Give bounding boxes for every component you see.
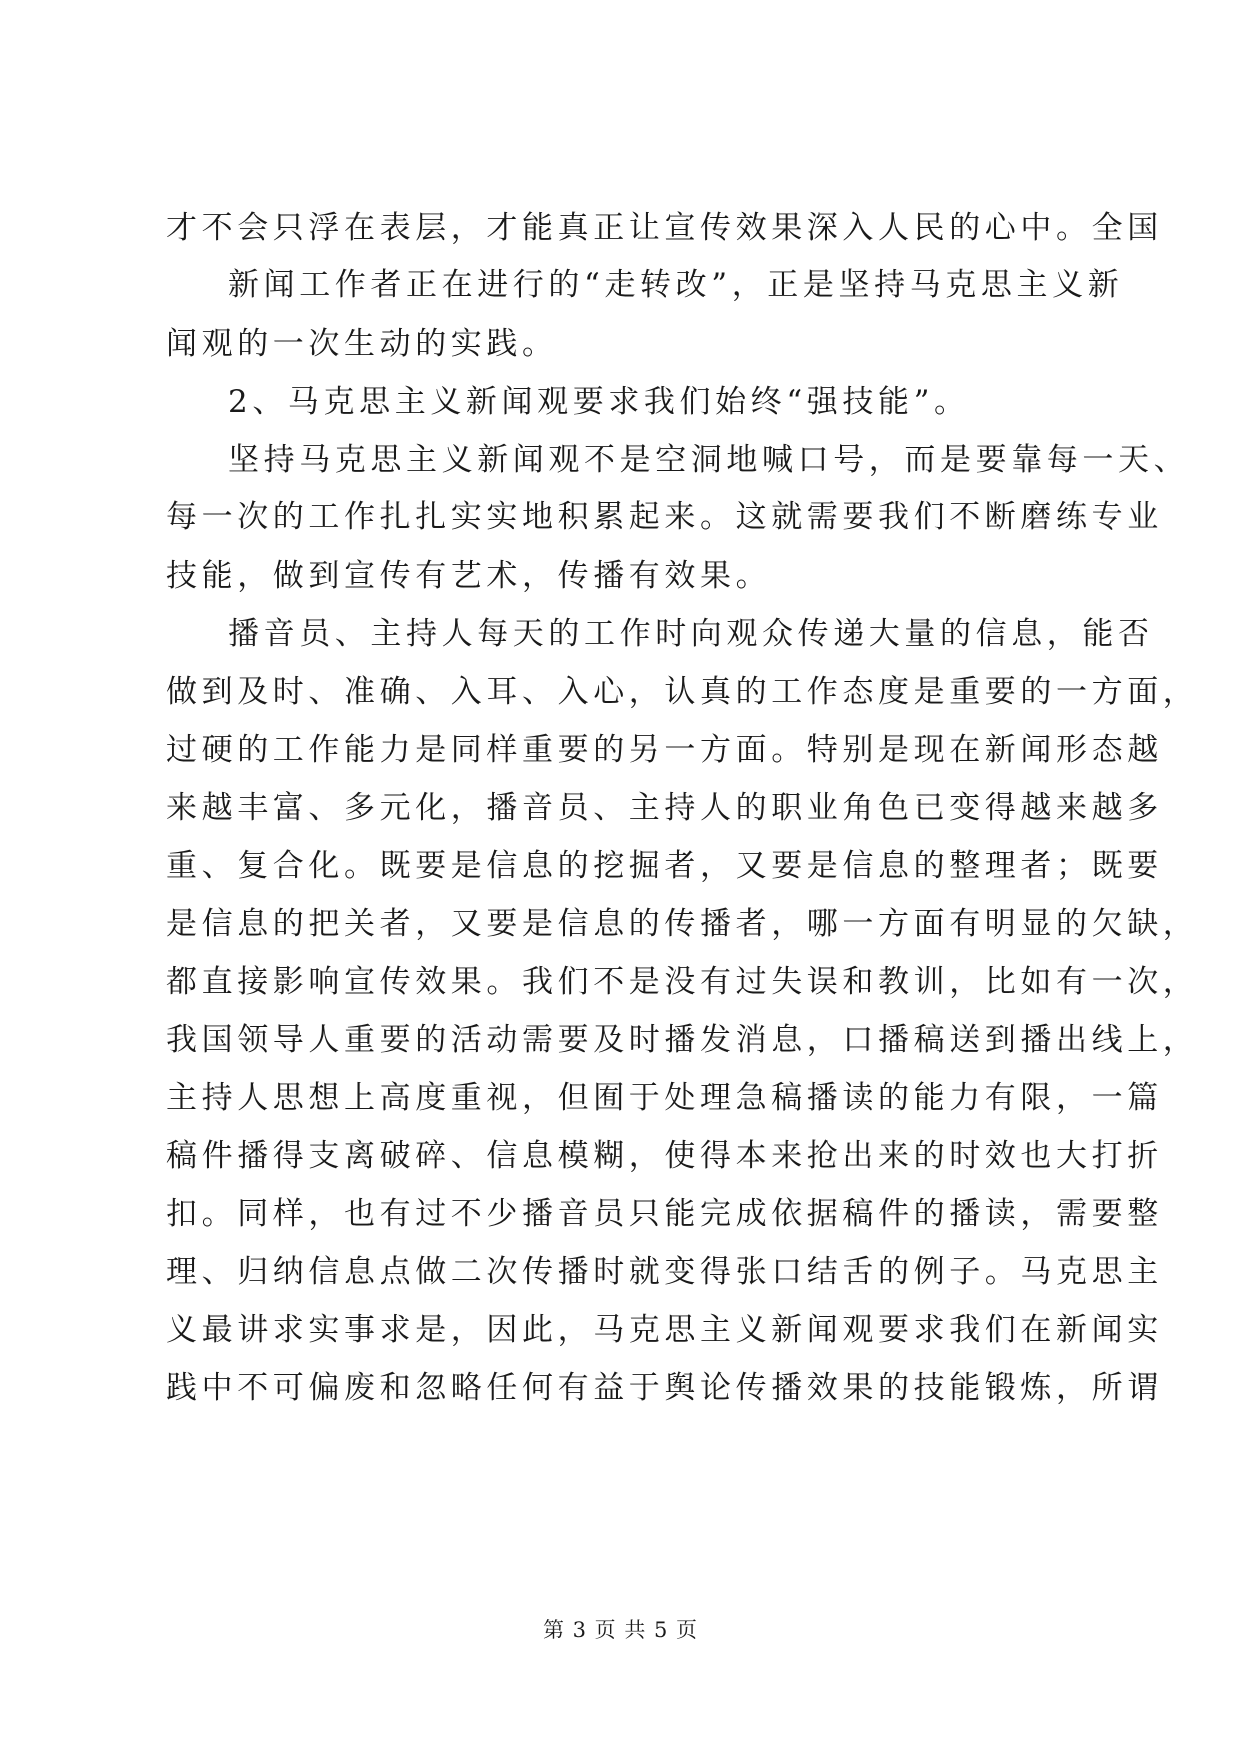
paragraph-start-line: 播音员、主持人每天的工作时向观众传递大量的信息，能否	[228, 616, 1154, 652]
text-line: 主持人思想上高度重视，但囿于处理急稿播读的能力有限，一篇	[166, 1080, 1163, 1116]
section-heading: 2、马克思主义新闻观要求我们始终“强技能”。	[228, 384, 970, 420]
text-line: 技能，做到宣传有艺术，传播有效果。	[166, 558, 772, 594]
text-line: 来越丰富、多元化，播音员、主持人的职业角色已变得越来越多	[166, 790, 1163, 826]
text-line: 践中不可偏废和忽略任何有益于舆论传播效果的技能锻炼，所谓	[166, 1370, 1163, 1406]
text-line: 理、归纳信息点做二次传播时就变得张口结舌的例子。马克思主	[166, 1254, 1163, 1290]
page-number-footer: 第 3 页 共 5 页	[542, 1618, 699, 1642]
text-line: 我国领导人重要的活动需要及时播发消息，口播稿送到播出线上，	[166, 1022, 1199, 1058]
text-line: 过硬的工作能力是同样重要的另一方面。特别是现在新闻形态越	[166, 732, 1163, 768]
text-line: 都直接影响宣传效果。我们不是没有过失误和教训，比如有一次，	[166, 964, 1199, 1000]
text-line: 做到及时、准确、入耳、入心，认真的工作态度是重要的一方面，	[166, 674, 1199, 710]
text-line: 义最讲求实事求是，因此，马克思主义新闻观要求我们在新闻实	[166, 1312, 1163, 1348]
text-line: 闻观的一次生动的实践。	[166, 326, 558, 362]
text-line: 才不会只浮在表层，才能真正让宣传效果深入人民的心中。全国	[166, 210, 1163, 246]
text-line: 扣。同样，也有过不少播音员只能完成依据稿件的播读，需要整	[166, 1196, 1163, 1232]
text-line: 重、复合化。既要是信息的挖掘者，又要是信息的整理者；既要	[166, 848, 1163, 884]
text-line: 稿件播得支离破碎、信息模糊，使得本来抢出来的时效也大打折	[166, 1138, 1163, 1174]
text-line: 每一次的工作扎扎实实地积累起来。这就需要我们不断磨练专业	[166, 499, 1163, 535]
paragraph-start-line: 坚持马克思主义新闻观不是空洞地喊口号，而是要靠每一天、	[228, 442, 1190, 478]
paragraph-start-line: 新闻工作者正在进行的“走转改”，正是坚持马克思主义新	[228, 267, 1124, 303]
text-line: 是信息的把关者，又要是信息的传播者，哪一方面有明显的欠缺，	[166, 906, 1199, 942]
